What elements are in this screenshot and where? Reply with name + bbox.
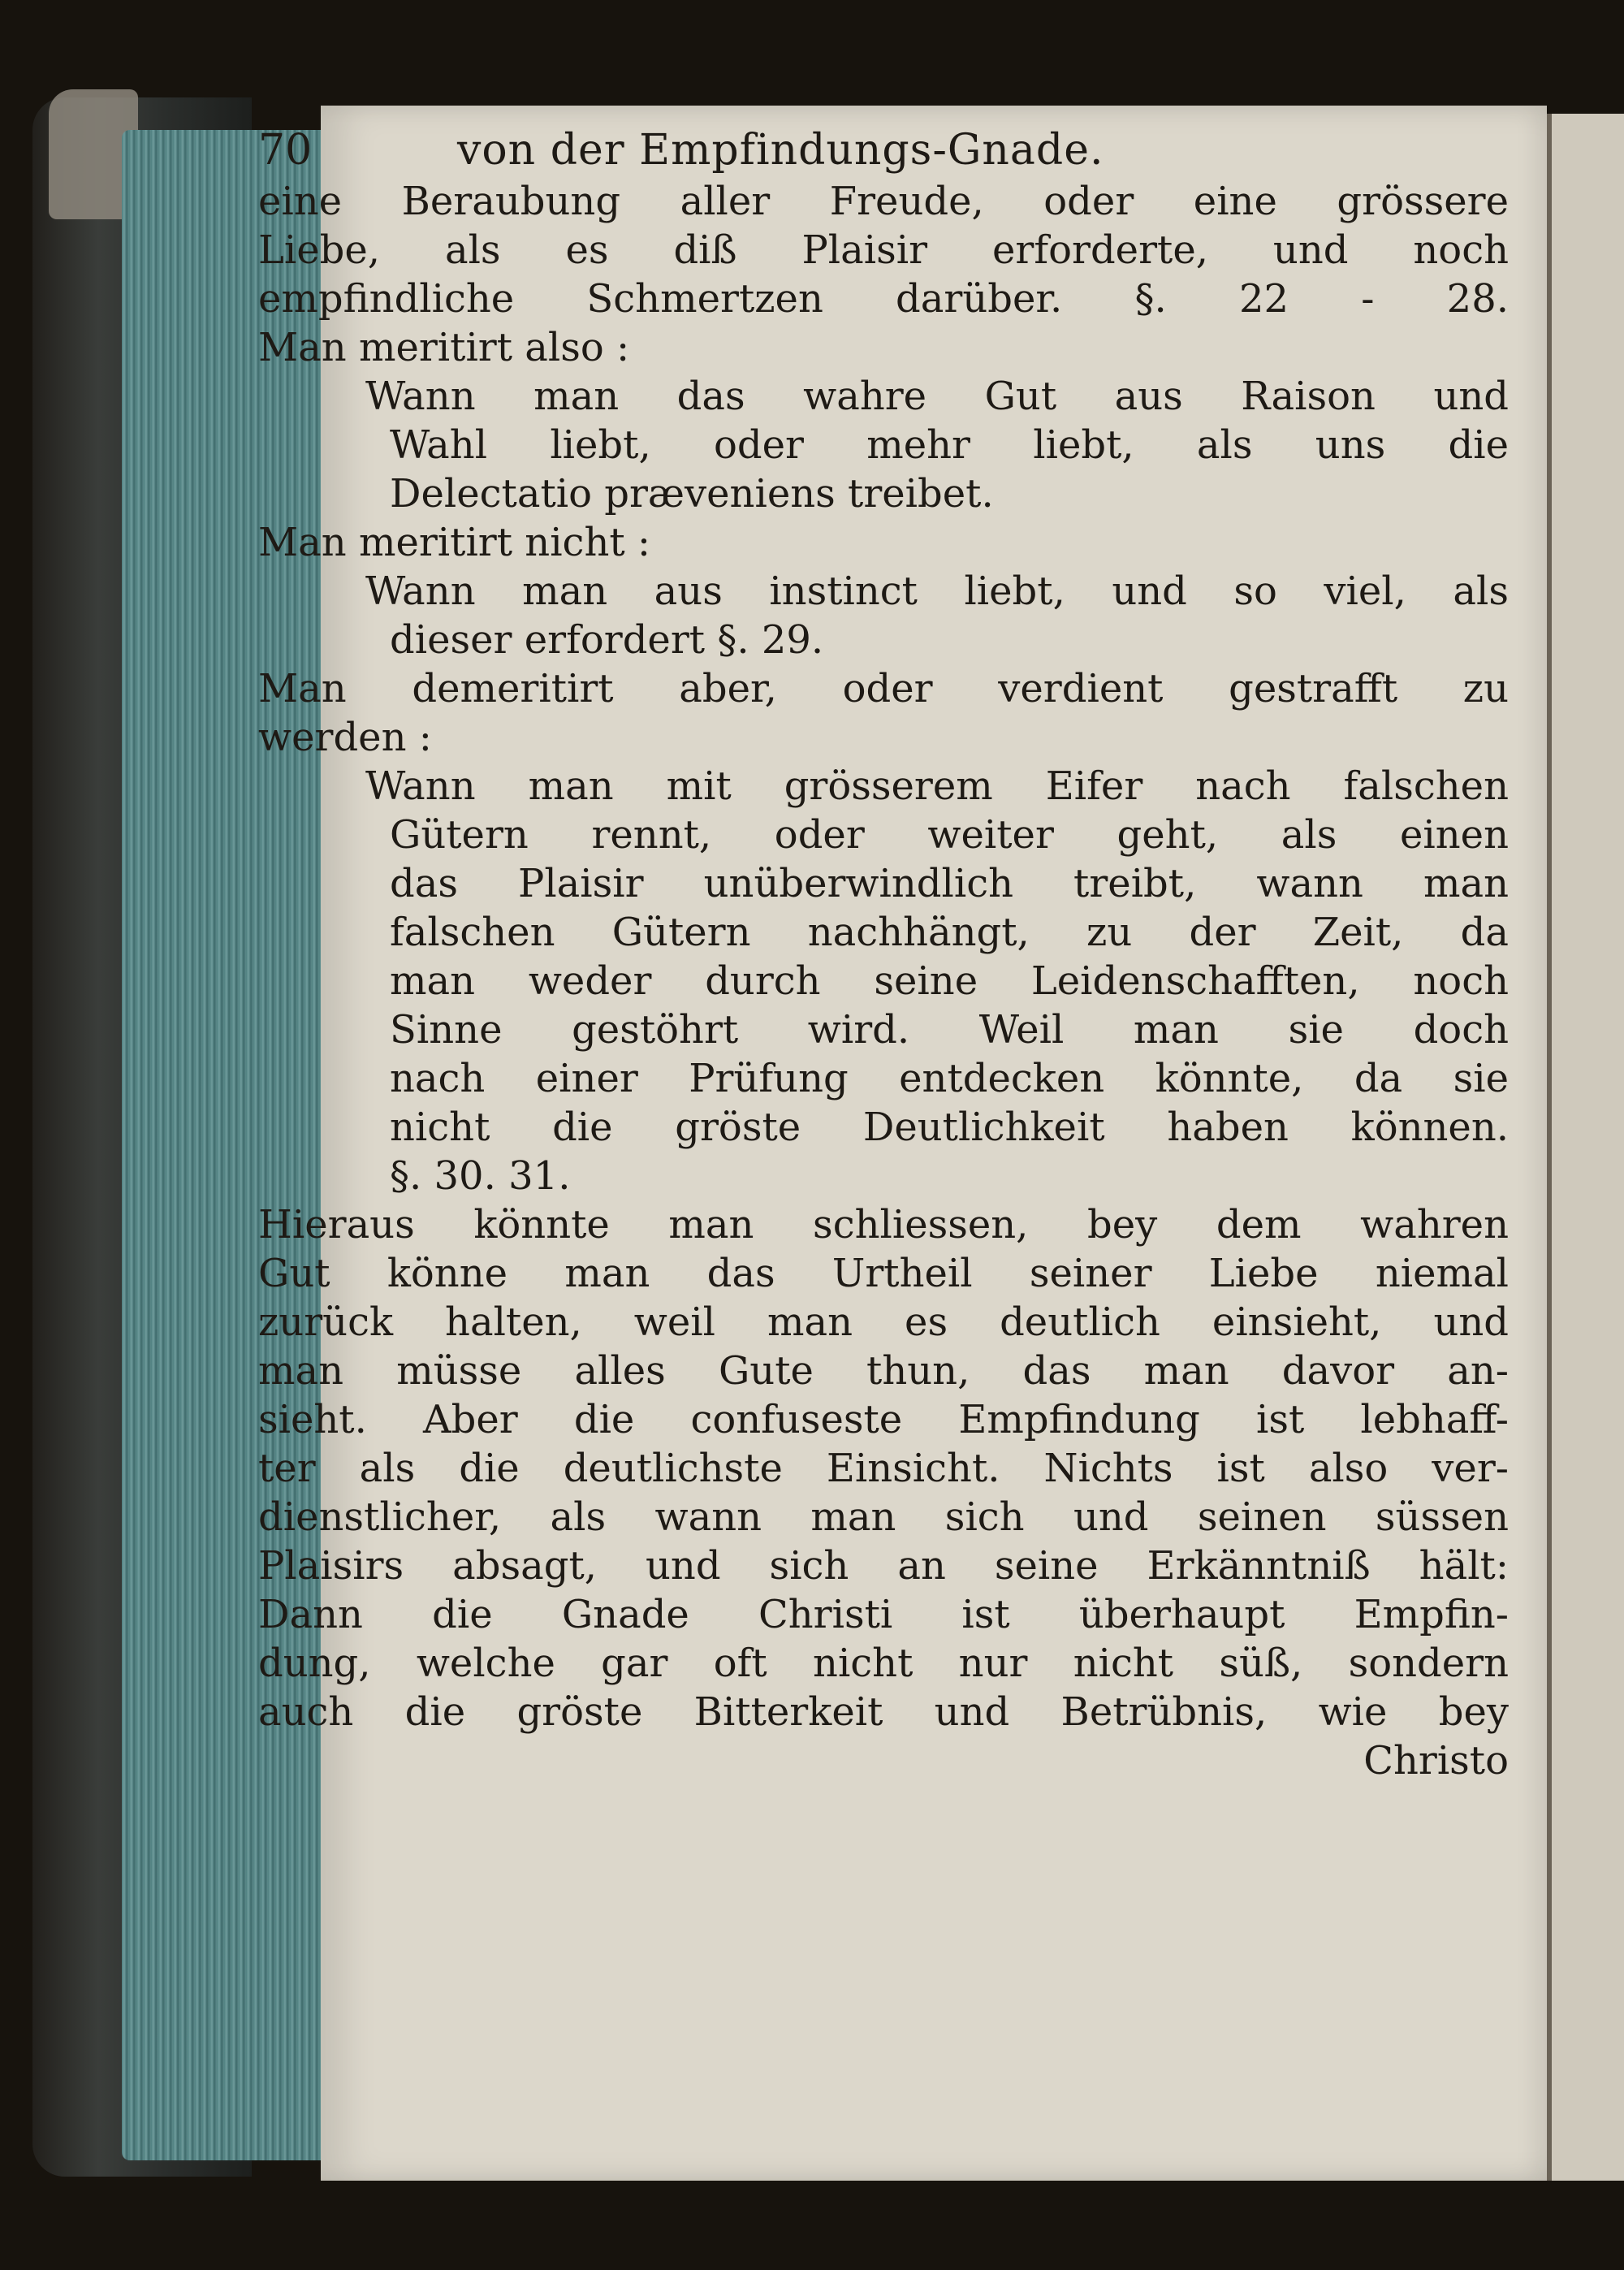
text-line: Hieraus könnte man schliessen, bey dem wahren [258, 1202, 1509, 1247]
text-line: man weder durch seine Leidenschafften, noch [390, 958, 1509, 1004]
text-line: werden : [258, 715, 432, 760]
page-number: 70 [258, 126, 313, 175]
text-line: §. 30. 31. [390, 1153, 571, 1199]
catchword: Christo [1363, 1738, 1509, 1784]
text-line: Liebe, als es diß Plaisir erforderte, und noch [258, 227, 1509, 273]
text-line: dieser erfordert §. 29. [390, 617, 824, 663]
text-line: falschen Gütern nachhängt, zu der Zeit, da [390, 910, 1509, 955]
text-line: nach einer Prüfung entdecken könnte, da sie [390, 1056, 1509, 1101]
running-head: von der Empfindungs-Gnade. [457, 126, 1104, 175]
text-line: eine Beraubung aller Freude, oder eine grössere [258, 179, 1509, 224]
text-line: sieht. Aber die confuseste Empfindung ist lebhaff- [258, 1397, 1509, 1442]
text-line: dung, welche gar oft nicht nur nicht süß, sondern [258, 1641, 1509, 1686]
text-line: Plaisirs absagt, und sich an seine Erkänntniß hält: [258, 1543, 1509, 1589]
text-line: ter als die deutlichste Einsicht. Nichts ist also ver- [258, 1446, 1509, 1491]
text-line: nicht die gröste Deutlichkeit haben können. [390, 1105, 1509, 1150]
text-line: Wahl liebt, oder mehr liebt, als uns die [390, 422, 1509, 468]
text-line: Wann man das wahre Gut aus Raison und [365, 374, 1509, 419]
text-line: zurück halten, weil man es deutlich einsieht, und [258, 1299, 1509, 1345]
text-line: Gütern rennt, oder weiter geht, als einen [390, 812, 1509, 858]
text-line: Gut könne man das Urtheil seiner Liebe niemal [258, 1251, 1509, 1296]
text-line: Dann die Gnade Christi ist überhaupt Empfin- [258, 1592, 1509, 1637]
text-line: das Plaisir unüberwindlich treibt, wann man [390, 861, 1509, 906]
text-line: auch die gröste Bitterkeit und Betrübnis, wie bey [258, 1689, 1509, 1735]
text-line: Wann man aus instinct liebt, und so viel, als [365, 569, 1509, 614]
text-line: empfindliche Schmertzen darüber. §. 22 - 28. [258, 276, 1509, 322]
text-line: Wann man mit grösserem Eifer nach falschen [365, 763, 1509, 809]
text-line: Man meritirt nicht : [258, 520, 651, 565]
text-line: man müsse alles Gute thun, das man davor an- [258, 1348, 1509, 1394]
text-line: dienstlicher, als wann man sich und seinen süssen [258, 1494, 1509, 1540]
text-line: Sinne gestöhrt wird. Weil man sie doch [390, 1007, 1509, 1053]
text-line: Delectatio præveniens treibet. [390, 471, 994, 517]
text-line: Man demeritirt aber, oder verdient gestrafft zu [258, 666, 1509, 711]
text-line: Man meritirt also : [258, 325, 630, 370]
